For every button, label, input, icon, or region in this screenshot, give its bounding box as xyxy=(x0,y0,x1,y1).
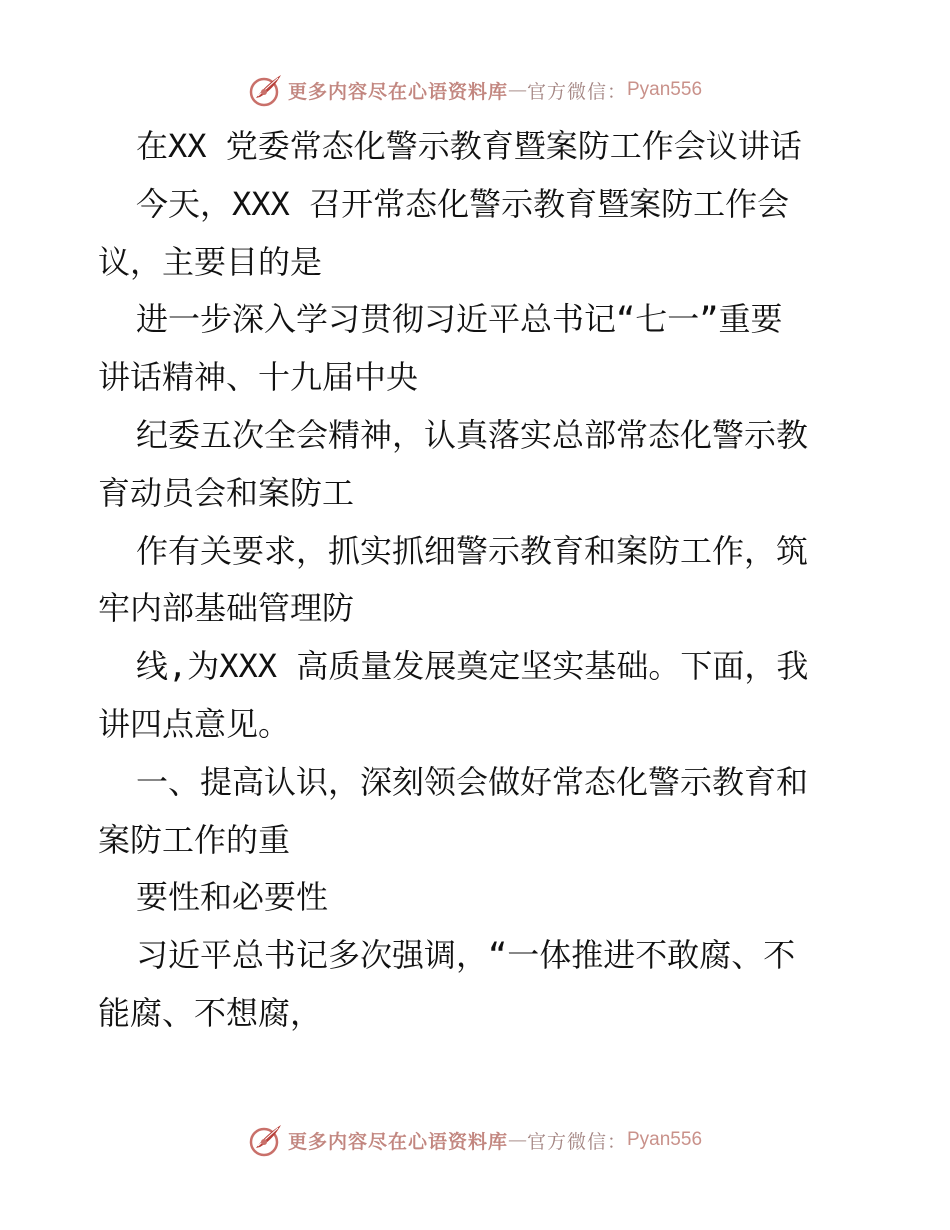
paragraph-line: 讲四点意见。 xyxy=(98,704,291,743)
paragraph-line: 线,为XXX 高质量发展奠定坚实基础。下面，我 xyxy=(136,647,809,686)
section-heading-line: 案防工作的重 xyxy=(98,820,291,859)
paragraph-line: 进一步深入学习贯彻习近平总书记“七一”重要 xyxy=(136,300,783,339)
section-heading-line: 一、提高认识，深刻领会做好常态化警示教育和 xyxy=(136,762,809,801)
watermark-wechat-label: 官方微信： xyxy=(526,80,627,103)
document-body xyxy=(98,118,858,1043)
paragraph-line: 牢内部基础管理防 xyxy=(98,589,355,628)
watermark-wechat-label: 官方微信： xyxy=(526,1130,627,1153)
watermark-banner-bottom xyxy=(0,1118,950,1162)
watermark-brand: 更多内容尽在心语资料库 xyxy=(287,1130,508,1153)
watermark-banner-top xyxy=(0,68,950,112)
watermark-separator: — xyxy=(507,1129,527,1151)
feather-quill-logo-icon xyxy=(248,72,284,108)
watermark-separator: — xyxy=(507,79,527,101)
paragraph-line: 育动员会和案防工 xyxy=(98,473,355,512)
paragraph-line: 能腐、不想腐， xyxy=(98,993,323,1032)
watermark-wechat-id: Pyan556 xyxy=(627,1129,703,1150)
paragraph-line: 习近平总书记多次强调，“一体推进不敢腐、不 xyxy=(136,936,796,975)
watermark-brand: 更多内容尽在心语资料库 xyxy=(287,80,508,103)
section-heading-line: 要性和必要性 xyxy=(136,878,329,917)
document-title: 在XX 党委常态化警示教育暨案防工作会议讲话 xyxy=(136,127,802,165)
paragraph-line: 议，主要目的是 xyxy=(98,242,323,281)
watermark-wechat-id: Pyan556 xyxy=(627,79,703,100)
paragraph-line: 讲话精神、十九届中央 xyxy=(98,358,419,397)
paragraph-line: 今天，XXX 召开常态化警示教育暨案防工作会 xyxy=(136,184,790,223)
paragraph-line: 纪委五次全会精神，认真落实总部常态化警示教 xyxy=(136,415,809,454)
feather-quill-logo-icon xyxy=(248,1122,284,1158)
paragraph-line: 作有关要求，抓实抓细警示教育和案防工作，筑 xyxy=(136,531,809,570)
